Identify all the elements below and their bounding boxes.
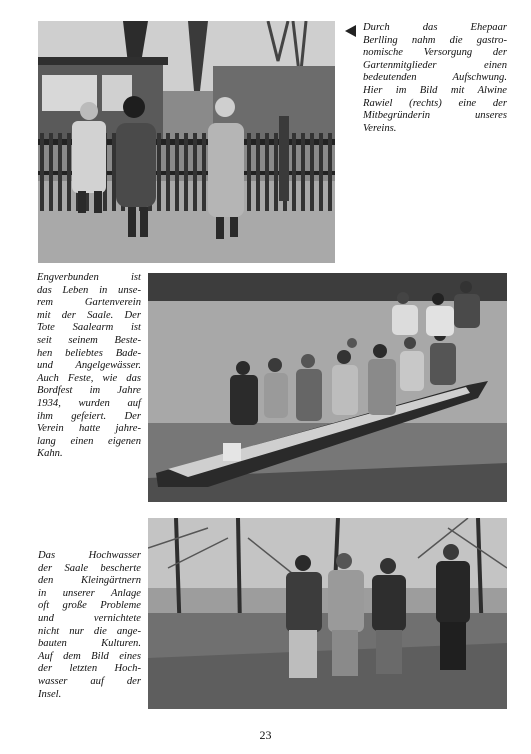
caption-line: rem Gartenverein — [37, 297, 141, 309]
caption-photo-3 — [38, 550, 141, 701]
caption-line: Durch das Ehepaar — [363, 22, 507, 33]
caption-line: Gartenmitglieder einen — [363, 59, 507, 71]
page-number: 23 — [259, 728, 272, 742]
caption-line: Kahn. — [37, 448, 63, 460]
caption-line: bedeutenden Aufschwung. — [363, 72, 507, 84]
caption-line: und vernichtete — [38, 612, 141, 624]
caption-photo-2 — [37, 272, 141, 461]
caption-line: hen beliebtes Bade- — [37, 347, 141, 359]
caption-line: Mitbegründerin unseres — [363, 110, 507, 122]
photo-garden-house-group — [38, 21, 335, 263]
caption-line: Engverbunden ist — [37, 272, 141, 283]
caption-line: nicht nur die ange- — [38, 625, 141, 637]
caption-line: Tote Saalearm ist — [37, 322, 141, 334]
caption-line: lang einen eigenen — [37, 435, 141, 447]
caption-line: Insel. — [38, 688, 62, 700]
caption-line: das Leben in unse- — [37, 284, 141, 296]
caption-line: Auf dem Bild eines — [38, 650, 141, 662]
caption-line: ihm gefeiert. Der — [37, 410, 141, 422]
caption-line: bauten Kulturen. — [38, 638, 141, 650]
caption-line: Auch Feste, wie das — [37, 372, 141, 384]
photo-boat-on-river — [148, 273, 507, 502]
caption-line: und Angelgewässer. — [37, 360, 141, 372]
photo-flood-group — [148, 518, 507, 709]
caption-pointer-icon — [345, 25, 356, 37]
caption-line: nomische Versorgung der — [363, 47, 507, 59]
caption-line: Berlling nahm die gastro- — [363, 34, 507, 46]
caption-line: Verein hatte jahre- — [37, 423, 141, 435]
caption-line: oft große Probleme — [38, 600, 141, 612]
caption-line: 1934, wurden auf — [37, 397, 141, 409]
caption-photo-1 — [363, 22, 507, 135]
caption-line: der Saale bescherte — [38, 562, 141, 574]
caption-line: in unserer Anlage — [38, 587, 141, 599]
caption-line: mit der Saale. Der — [37, 309, 141, 321]
caption-line: Vereins. — [363, 122, 397, 134]
caption-line: Bordfest im Jahre — [37, 385, 141, 397]
caption-line: der letzten Hoch- — [38, 663, 141, 675]
caption-line: Hier im Bild mit Alwine — [363, 84, 507, 96]
caption-line: den Kleingärtnern — [38, 575, 141, 587]
caption-line: wasser auf der — [38, 675, 141, 687]
caption-line: seit seinem Beste- — [37, 334, 141, 346]
caption-line: Das Hochwasser — [38, 550, 141, 561]
caption-line: Rawiel (rechts) eine der — [363, 97, 507, 109]
